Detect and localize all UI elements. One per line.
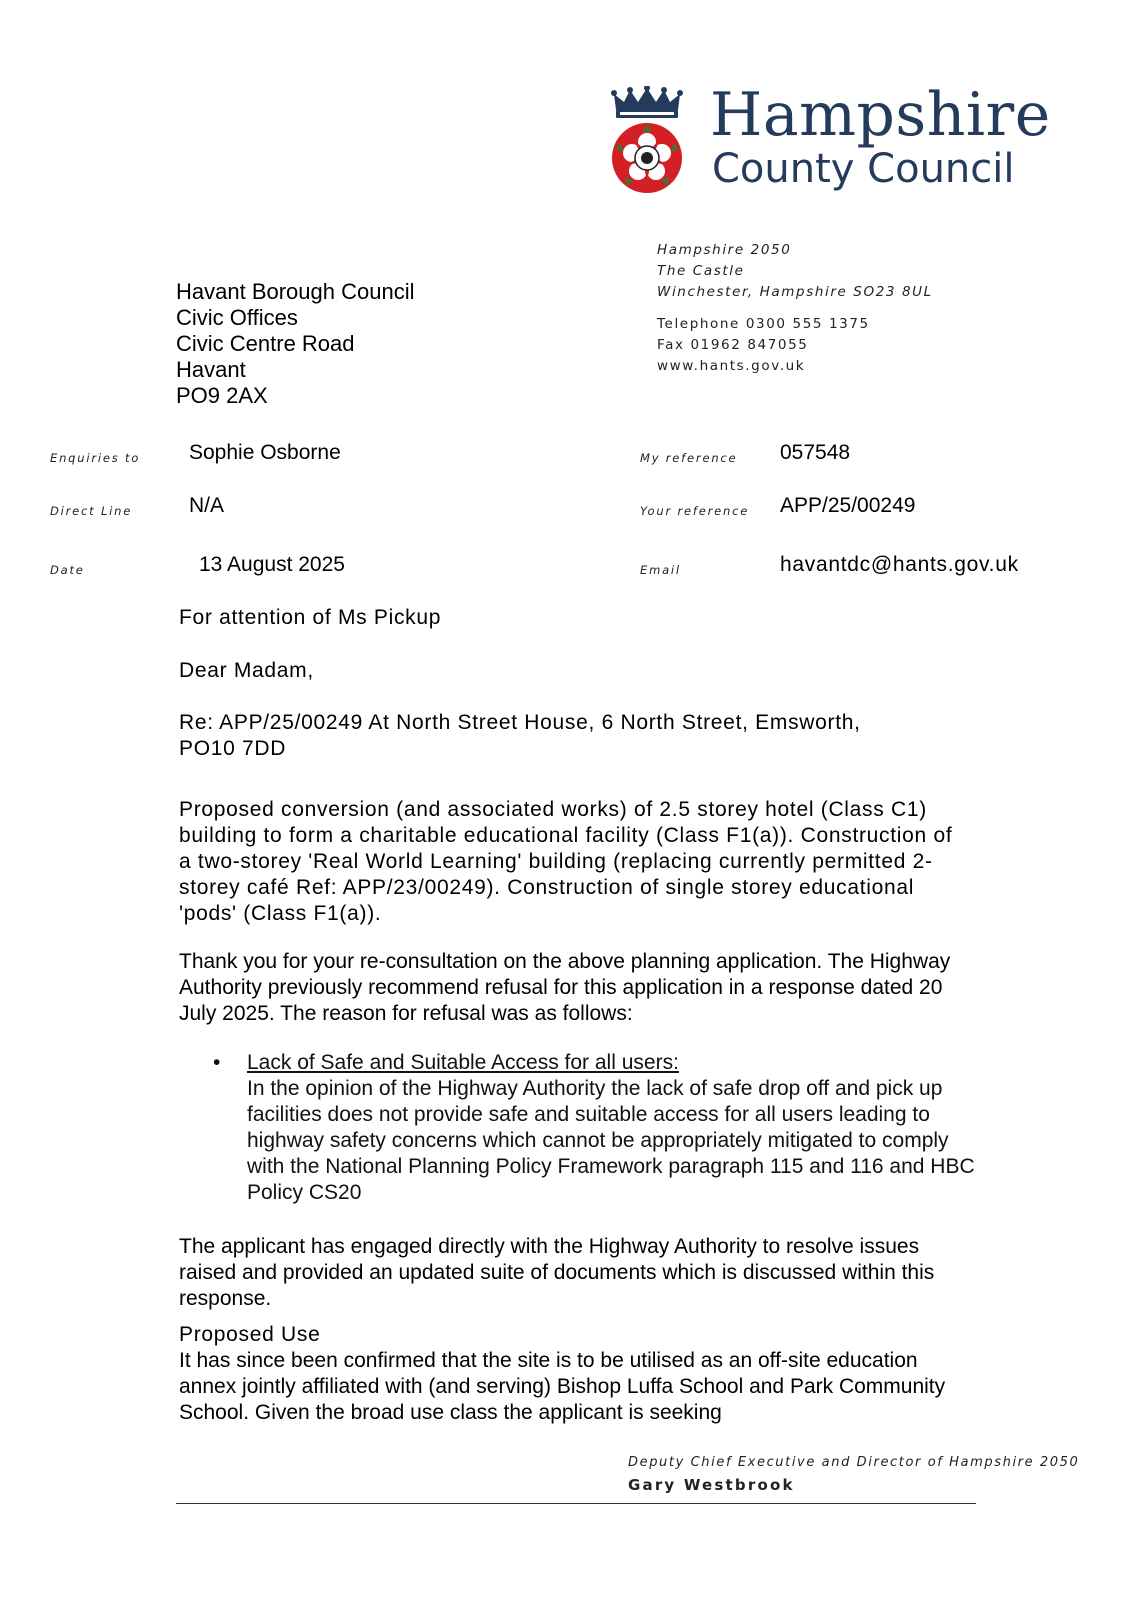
recipient-line5: PO9 2AX (176, 383, 268, 408)
council-address-line1: Hampshire 2050 (657, 242, 792, 258)
logo-subtitle: County Council (712, 146, 1015, 192)
date-value: 13 August 2025 (199, 553, 345, 576)
my-reference-value: 057548 (780, 441, 851, 464)
email-value: havantdc@hants.gov.uk (780, 553, 1019, 576)
refusal-reason-title: Lack of Safe and Suitable Access for all users: (247, 1051, 679, 1074)
hampshire-rose-crown-icon (606, 86, 688, 196)
subject-line-2: PO10 7DD (179, 737, 287, 760)
your-reference-label: Your reference (640, 504, 750, 518)
recipient-line1: Havant Borough Council (176, 279, 415, 304)
attention-line: For attention of Ms Pickup (179, 606, 442, 629)
enquiries-label: Enquiries to (50, 451, 141, 465)
logo-title: Hampshire (710, 80, 1051, 150)
salutation: Dear Madam, (179, 659, 314, 682)
direct-line-value: N/A (189, 494, 225, 517)
footer-role: Deputy Chief Executive and Director of Hampshire 2050 (628, 1455, 1080, 1470)
council-address (657, 240, 933, 377)
refusal-reason-item (247, 1050, 983, 1206)
council-fax: Fax 01962 847055 (657, 337, 809, 353)
footer-divider (176, 1503, 976, 1504)
direct-line-label: Direct Line (50, 504, 133, 518)
refusal-reason-text: In the opinion of the Highway Authority the lack of safe drop off and pick up facilities does not provide safe and suitable access for all users leading to highway safety concerns which cannot be appropriately mitigated to comply with the National Planning Policy Framework paragraph 115 and 116 and HBC Policy CS20 (247, 1077, 975, 1204)
your-reference-value: APP/25/00249 (780, 494, 916, 517)
recipient-line3: Civic Centre Road (176, 331, 355, 356)
bullet-icon: • (213, 1051, 221, 1074)
email-label: Email (640, 563, 681, 577)
section-heading-proposed-use: Proposed Use (179, 1323, 321, 1346)
intro-paragraph: Thank you for your re-consultation on the above planning application. The Highway Authority previously recommend refusal for this application in a response dated 20 July 2025. The reason for refusal was as follows: (179, 950, 951, 1025)
enquiries-value: Sophie Osborne (189, 441, 341, 464)
footer-name: Gary Westbrook (628, 1476, 795, 1494)
proposed-use-paragraph: It has since been confirmed that the site is to be utilised as an off-site education annex jointly affiliated with (and serving) Bishop Luffa School and Park Community School. Given the broad use class the applicant is seeking (179, 1349, 946, 1424)
date-label: Date (50, 563, 85, 577)
recipient-address (176, 279, 414, 409)
council-address-line3: Winchester, Hampshire SO23 8UL (657, 284, 933, 300)
council-website: www.hants.gov.uk (657, 358, 806, 374)
engagement-paragraph: The applicant has engaged directly with the Highway Authority to resolve issues raised and provided an updated suite of documents which is discussed within this response. (179, 1235, 935, 1310)
recipient-line4: Havant (176, 357, 246, 382)
recipient-line2: Civic Offices (176, 305, 298, 330)
my-reference-label: My reference (640, 451, 738, 465)
council-telephone: Telephone 0300 555 1375 (657, 316, 870, 332)
council-address-line2: The Castle (657, 263, 745, 279)
subject-line-1: Re: APP/25/00249 At North Street House, 6 North Street, Emsworth, (179, 711, 861, 734)
subject-line (179, 710, 979, 762)
proposal-description: Proposed conversion (and associated works) of 2.5 storey hotel (Class C1) building to form a charitable educational facility (Class F1(a)). Construction of a two-storey 'Real World Learning' building (replacing currently permitted 2-storey café Ref: APP/23/00249). Construction of single storey educational 'pods' (Class F1(a)). (179, 798, 953, 925)
